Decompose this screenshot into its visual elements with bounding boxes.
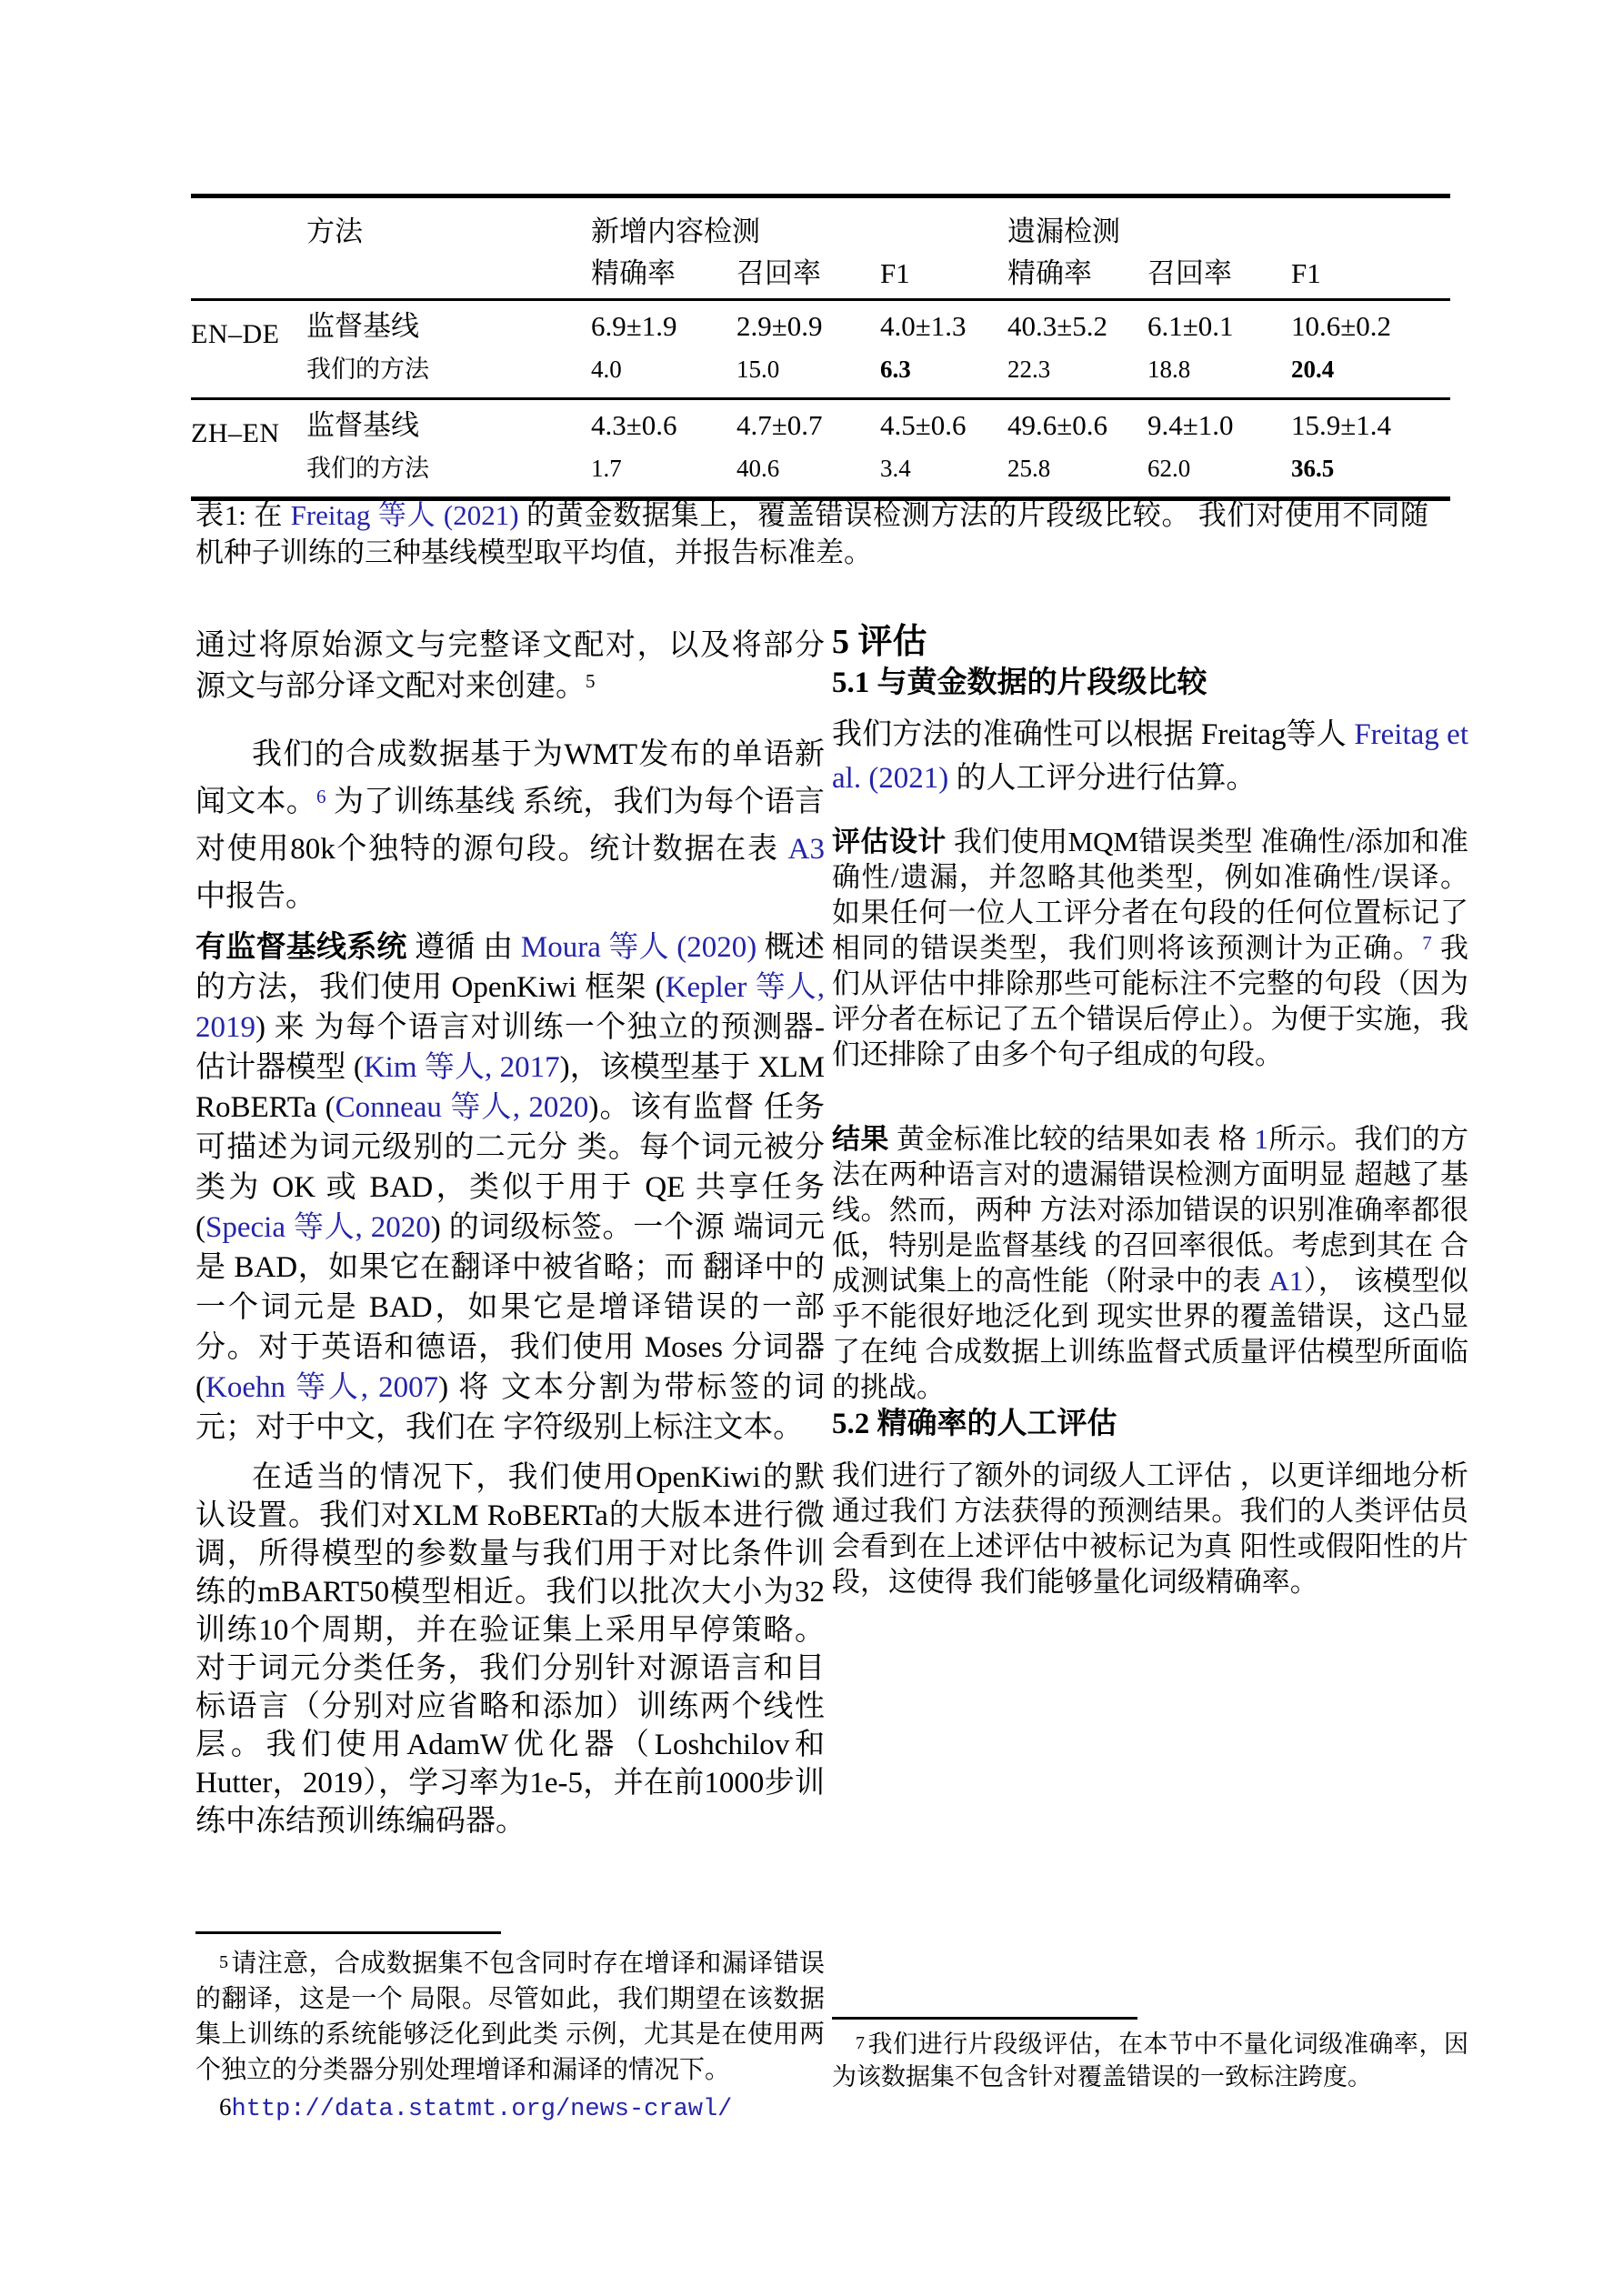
footnote-6: [195, 2093, 825, 2123]
paragraph-supervised-baseline: [195, 927, 825, 1448]
table-cell: 3.4: [880, 455, 911, 483]
table-group-zh-en: [191, 400, 1450, 496]
table-cell: 4.0: [591, 356, 622, 384]
table-cell: 49.6±0.6: [1007, 408, 1108, 441]
paragraph-continuation: [195, 626, 825, 707]
footnote-marker: 5: [219, 1952, 228, 1972]
left-footnotes: [195, 1931, 825, 2123]
table-cell: 2.9±0.9: [736, 309, 823, 342]
body-text: )。该有监督 任务可描述为词元级别的二元分 类。每个词元被分类为 OK 或 BAD，类似于用于 QE 共享任务 (: [195, 1091, 825, 1244]
table-cell-best: 6.3: [880, 356, 911, 384]
table-subheader-precision: 精确率: [1007, 256, 1092, 289]
url-link[interactable]: http://data.statmt.org/news-crawl/: [231, 2096, 733, 2123]
table-cell: 4.0±1.3: [880, 309, 967, 342]
table-ref-a1[interactable]: A1: [1268, 1265, 1304, 1297]
subsection-heading-5-1: 5.1 与黄金数据的片段级比较: [832, 667, 1207, 699]
table-header-method: 方法: [306, 215, 363, 247]
body-text: 黄金标准比较的结果如表 格: [888, 1123, 1255, 1155]
body-text: 我们的合成数据基于为WMT发布的单语新闻文本。: [195, 738, 825, 818]
table-cell: 22.3: [1007, 356, 1051, 384]
language-pair-label: EN–DE: [191, 319, 280, 349]
table-cell: 15.0: [736, 356, 780, 384]
table-cell: 4.3±0.6: [591, 408, 677, 441]
table-cell: 62.0: [1147, 455, 1191, 483]
table-group-en-de: [191, 301, 1450, 397]
table-cell: 25.8: [1007, 455, 1051, 483]
table-cell: 4.5±0.6: [880, 408, 967, 441]
caption-text: 的黄金数据集上，覆盖错误检测方法的片段级比较。 我们对使用不同随机种子训练的三种基线模型取平均值，并报告标准差。: [195, 499, 1428, 568]
table-cell: 15.9±1.4: [1291, 408, 1392, 441]
section-heading-5: 5 评估: [832, 623, 927, 661]
table-cell: 10.6±0.2: [1291, 309, 1392, 342]
body-text: 的人工评分进行估算。: [948, 762, 1257, 795]
citation-link[interactable]: Freitag 等人 (2021): [290, 499, 519, 531]
paragraph-results: [832, 1121, 1468, 1405]
language-pair-label: ZH–EN: [191, 418, 280, 448]
paragraph-synthetic-data: [195, 731, 825, 920]
table-ref-1[interactable]: 1: [1254, 1123, 1269, 1155]
citation-link[interactable]: Specia 等人, 2020: [205, 1211, 431, 1244]
run-in-heading: 结果: [832, 1123, 889, 1155]
table-header: [191, 198, 1450, 298]
paragraph-accuracy: [832, 713, 1468, 800]
body-text: ) 将 文本分割为带标签的词元；对于中文，我们在 字符级别上标注文本。: [195, 1371, 825, 1444]
table-header-addition-group: 新增内容检测: [591, 215, 760, 247]
body-text: 我们从评估中排除那些可能标注不完整的句段（因为评分者在标记了五个错误后停止）。为便于实施，我们还排除了由多个句子组成的句段。: [832, 932, 1469, 1070]
table-cell: 6.1±0.1: [1147, 309, 1234, 342]
footnote-ref-6[interactable]: 6: [316, 786, 326, 807]
footnote-7: [832, 2027, 1468, 2093]
body-text: 遵循 由: [406, 931, 521, 964]
table-subheader-f1: F1: [1291, 256, 1321, 289]
footnote-rule: [832, 2017, 1137, 2020]
table-subheader-f1: F1: [880, 256, 910, 289]
citation-link[interactable]: Moura 等人 (2020): [520, 931, 757, 964]
table-cell: 40.6: [736, 455, 780, 483]
results-table: [191, 194, 1450, 501]
body-text: 中报告。: [195, 880, 316, 913]
run-in-heading: 评估设计: [832, 826, 947, 857]
table-cell: 4.7±0.7: [736, 408, 823, 441]
footnote-text: 请注意，合成数据集不包含同时存在增译和漏译错误的翻译，这是一个 局限。尽管如此，我们期望在该数据集上训练的系统能够泛化到此类 示例，尤其是在使用两个独立的分类器分别处理增译和漏译的情况下。: [195, 1950, 825, 2084]
table-cell: 18.8: [1147, 356, 1191, 384]
footnote-text: 我们进行片段级评估，在本节中不量化词级准确率，因为该数据集不包含针对覆盖错误的一致标注跨度。: [832, 2030, 1468, 2090]
table-cell: 6.9±1.9: [591, 309, 677, 342]
body-text: ) 的词级标签。一个源 端词元是 BAD，如果它在翻译中被省略；而 翻译中的一个词元是 BAD，如果它是增译错误的一部分。对于英语和德语，我们使用 Moses 分词器 (: [195, 1211, 825, 1404]
method-label: 我们的方法: [306, 455, 429, 483]
body-text: ) 来 为每个语言对训练一个独立的预测器-估计器模型 (: [195, 1011, 825, 1084]
paragraph-human-evaluation: 我们进行了额外的词级人工评估 ，以更详细地分析通过我们 方法获得的预测结果。我们的人类评估员 会看到在上述评估中被标记为真 阳性或假阳性的片段，这使得 我们能够量化词级精确率。: [832, 1459, 1468, 1598]
body-text: 我们使用MQM错误类型 准确性/添加和准确性/遗漏，并忽略其他类型，例如准确性/误译。 如果任何一位人工评分者在句段的任何位置标记了相同的错误类型，我们则将该预测计为正确。: [832, 826, 1468, 964]
body-text: 为了训练基线 系统，我们为每个语言对使用80k个独特的源句段。统计数据在表: [195, 786, 826, 866]
footnote-marker: 7: [856, 2033, 865, 2053]
footnote-ref-5: 5: [586, 670, 596, 692]
run-in-heading: 有监督基线系统: [195, 931, 407, 964]
table-subheader-recall: 召回率: [736, 256, 821, 289]
table-cell-best: 20.4: [1291, 356, 1335, 384]
citation-link[interactable]: Kim 等人, 2017: [363, 1051, 560, 1084]
method-label: 监督基线: [306, 309, 419, 342]
body-text: 所示。我们的方法在两种语言对的遗漏错误检测方面明显 超越了基线。然而，两种 方法对添加错误的识别准确率都很低，特别是监督基线 的召回率很低。考虑到其在 合成测试集上的高性能（附录中的表: [832, 1123, 1469, 1297]
citation-link[interactable]: Koehn 等人, 2007: [205, 1371, 439, 1404]
method-label: 我们的方法: [306, 356, 429, 384]
body-text: 概述的方法，我们使用 OpenKiwi 框架 (: [195, 931, 826, 1004]
footnote-5: [195, 1945, 825, 2088]
footnote-ref-7[interactable]: 7: [1422, 932, 1432, 954]
caption-text: 表1: 在: [195, 499, 291, 531]
citation-link[interactable]: Conneau 等人, 2020: [335, 1091, 589, 1124]
table-cell: 9.4±1.0: [1147, 408, 1234, 441]
table-caption: [195, 496, 1428, 571]
body-text: ）， 该模型似乎不能很好地泛化到 现实世界的覆盖错误，这凸显了在纯 合成数据上训练监督式质量评估模型所面临的挑战。: [832, 1265, 1469, 1403]
right-column: [832, 620, 1468, 1599]
table-cell: 40.3±5.2: [1007, 309, 1108, 342]
table-cell-best: 36.5: [1291, 455, 1335, 483]
table-header-omission-group: 遗漏检测: [1007, 215, 1120, 247]
body-text: )，该模型基于 XLM RoBERTa (: [195, 1051, 825, 1124]
subsection-heading-5-2: 5.2 精确率的人工评估: [832, 1408, 1117, 1440]
paragraph-training-details: 在适当的情况下，我们使用OpenKiwi的默认设置。我们对XLM RoBERTa的大版本进行微调，所得模型的参数量与我们用于对比条件训练的mBART50模型相近。我们以批次大小为32训练10个周期，并在验证集上采用早停策略。对于词元分类任务，我们分别针对源语言和目标语言（分别对应省略和添加）训练两个线性层。我们使用AdamW优化器（Loshchilov和Hutter，2019），学习率为1e-5，并在前1000步训练中冻结预训练编码器。: [195, 1461, 825, 1838]
footnote-rule: [195, 1931, 501, 1934]
table-subheader-precision: 精确率: [591, 256, 676, 289]
table-cell: 1.7: [591, 455, 622, 483]
method-label: 监督基线: [306, 408, 419, 441]
table-ref-a3[interactable]: A3: [787, 833, 825, 866]
body-text: 我们方法的准确性可以根据 Freitag等人: [832, 718, 1355, 751]
table-subheader-recall: 召回率: [1147, 256, 1232, 289]
citation-link[interactable]: Freitag et al. (2021): [832, 718, 1468, 795]
right-footnotes: [832, 2017, 1468, 2093]
citation-link[interactable]: Kepler 等人, 2019: [195, 971, 825, 1044]
body-text: 通过将原始源文与完整译文配对，以及将部分源文与部分译文配对来创建。: [195, 629, 825, 703]
footnote-marker: 6: [219, 2093, 232, 2121]
left-column: [195, 626, 825, 1840]
paragraph-evaluation-design: [832, 824, 1468, 1072]
